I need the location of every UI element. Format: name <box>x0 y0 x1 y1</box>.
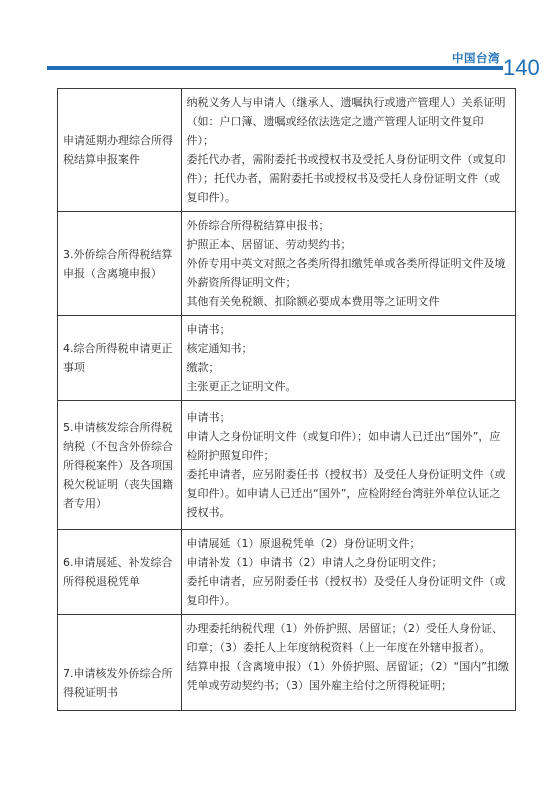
table-row <box>58 316 515 401</box>
requirement-line: 委托申请者，应另附委任书（授权书）及受任人身份证明文件（或复印件）。 <box>186 575 506 607</box>
requirements-cell <box>181 401 515 530</box>
item-cell: 7.申请核发外侨综合所得税证明书 <box>58 615 181 712</box>
requirement-line: 申请人之身份证明文件（或复印件）；如申请人已迁出“国外”，应检附护照复印件； <box>186 430 501 462</box>
item-cell: 6.申请展延、补发综合所得税退税凭单 <box>58 530 181 615</box>
requirement-line: 委托申请者，应另附委任书（授权书）及受任人身份证明文件（或复印件）。如申请人已迁出“国外”，应检附经台湾驻外单位认证之授权书。 <box>186 468 506 519</box>
requirements-table <box>58 89 515 711</box>
table-row <box>58 401 515 530</box>
requirement-line: 委托代办者，需附委托书或授权书及受托人身份证明文件（或复印件）；托代办者，需附委托书或授权书及受托人身份证明文件（或复印件）。 <box>186 153 506 204</box>
requirement-line: 结算申报（含离境申报）（1）外侨护照、居留证；（2）“国内”扣缴凭单或劳动契约书；（3）国外雇主给付之所得税证明； <box>186 660 509 692</box>
page-number: 140 <box>503 55 540 80</box>
requirement-line: 纳税义务人与申请人（继承人、遗嘱执行或遗产管理人）关系证明（如：户口簿、遗嘱或经依法选定之遗产管理人证明文件复印件）； <box>186 96 506 147</box>
requirement-line: 申请书； <box>186 323 231 336</box>
item-cell: 5.申请核发综合所得税纳税（不包含外侨综合所得税案件）及各项国税欠税证明（丧失国籍者专用） <box>58 401 181 530</box>
requirements-cell <box>181 316 515 401</box>
requirement-line: 申请展延（1）原退税凭单（2）身份证明文件； <box>186 537 421 550</box>
header-rule <box>47 66 503 70</box>
requirements-cell <box>181 615 515 712</box>
requirement-line: 申请书； <box>186 411 231 424</box>
requirements-table-container <box>57 88 516 711</box>
page-header <box>0 0 559 80</box>
requirement-line: 外侨综合所得税结算申报书； <box>186 219 330 232</box>
item-cell: 申请延期办理综合所得税结算申报案件 <box>58 89 181 212</box>
requirements-cell <box>181 530 515 615</box>
table-row <box>58 212 515 316</box>
requirement-line: 外侨专用中英文对照之各类所得扣缴凭单或各类所得证明文件及境外薪资所得证明文件； <box>186 257 506 289</box>
requirement-line: 主张更正之证明文件。 <box>186 380 297 393</box>
table-row <box>58 89 515 212</box>
requirement-line: 其他有关免税额、扣除额必要成本费用等之证明文件 <box>186 295 440 308</box>
requirements-cell <box>181 212 515 316</box>
region-label: 中国台湾 <box>452 51 500 65</box>
requirements-cell <box>181 89 515 212</box>
table-row <box>58 530 515 615</box>
requirement-line: 缴款； <box>186 361 220 374</box>
item-cell: 4.综合所得税申请更正事项 <box>58 316 181 401</box>
item-cell: 3.外侨综合所得税结算申报（含离境申报） <box>58 212 181 316</box>
requirement-line: 办理委托纳税代理（1）外侨护照、居留证；（2）受任人身份证、印章；（3）委托人上年度纳税资料（上一年度在外辖申报者）。 <box>186 622 503 654</box>
requirement-line: 申请补发（1）申请书（2）申请人之身份证明文件； <box>186 556 443 569</box>
requirement-line: 护照正本、居留证、劳动契约书； <box>186 238 352 251</box>
table-row <box>58 615 515 712</box>
requirement-line: 核定通知书； <box>186 342 253 355</box>
